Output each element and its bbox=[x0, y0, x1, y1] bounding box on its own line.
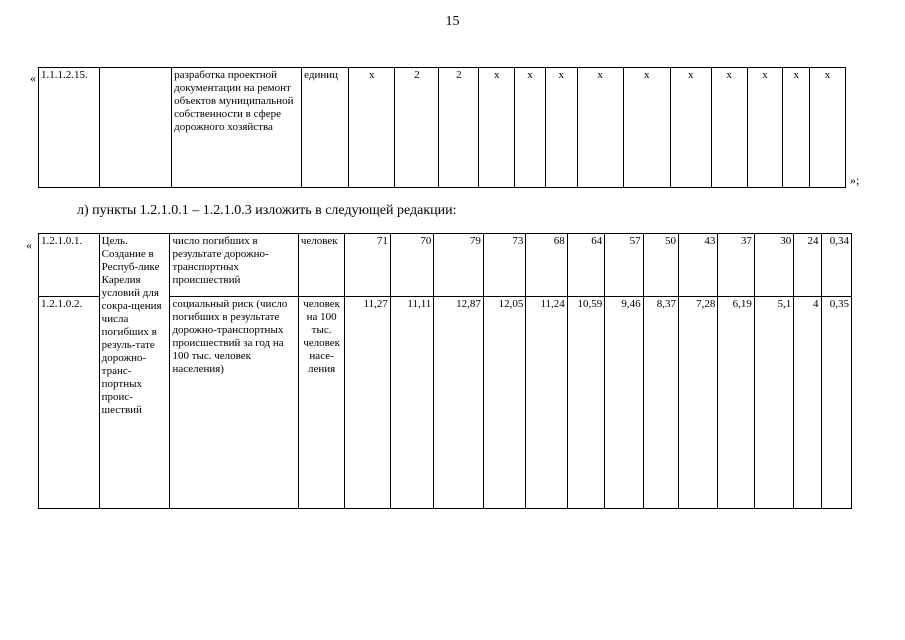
table-2 bbox=[38, 233, 852, 509]
value-cell: 4 bbox=[794, 297, 821, 509]
value-cell: 11,24 bbox=[526, 297, 567, 509]
value-cell: 12,05 bbox=[483, 297, 525, 509]
close-quote: »; bbox=[850, 173, 860, 187]
value-cell: х bbox=[670, 68, 711, 188]
value-cell: 5,1 bbox=[754, 297, 793, 509]
table-1 bbox=[38, 67, 846, 188]
value-cell: 70 bbox=[390, 234, 433, 297]
indicator-cell: разработка проектной документации на ремонт объектов муниципальной собственности в сфере дорожного хозяйства bbox=[172, 68, 302, 188]
value-cell: 2 bbox=[395, 68, 439, 188]
indicator-cell: социальный риск (число погибших в результате дорожно-транспортных происшествий за год на 100 тыс. человек населения) bbox=[170, 297, 298, 509]
value-cell: х bbox=[783, 68, 810, 188]
unit-cell: единиц bbox=[302, 68, 349, 188]
value-cell: 12,87 bbox=[434, 297, 484, 509]
value-cell: 64 bbox=[567, 234, 604, 297]
row-code: 1.2.1.0.1. bbox=[39, 234, 100, 297]
indicator-cell: число погибших в результате дорожно-транспортных происшествий bbox=[170, 234, 298, 297]
value-cell: 0,34 bbox=[821, 234, 851, 297]
value-cell: 11,11 bbox=[390, 297, 433, 509]
goal-cell: Цель. Создание в Респуб-лике Карелия условий для сокра-щения числа погибших в резуль-тате дорожно-транс-портных проис-шествий bbox=[99, 234, 170, 509]
value-cell: 71 bbox=[345, 234, 391, 297]
value-cell: 11,27 bbox=[345, 297, 391, 509]
row-code: 1.1.1.2.15. bbox=[39, 68, 100, 188]
intro-text: л) пункты 1.2.1.0.1 – 1.2.1.0.3 изложить в следующей редакции: bbox=[77, 203, 457, 218]
value-cell: 24 bbox=[794, 234, 821, 297]
value-cell: х bbox=[711, 68, 747, 188]
row-code: 1.2.1.0.2. bbox=[39, 297, 100, 509]
value-cell: х bbox=[623, 68, 670, 188]
value-cell: 50 bbox=[643, 234, 678, 297]
value-cell: 43 bbox=[679, 234, 718, 297]
unit-cell: человек bbox=[298, 234, 345, 297]
value-cell: х bbox=[515, 68, 546, 188]
open-quote: « bbox=[26, 238, 32, 252]
value-cell: 0,35 bbox=[821, 297, 851, 509]
value-cell: 79 bbox=[434, 234, 484, 297]
value-cell: х bbox=[577, 68, 623, 188]
value-cell: 68 bbox=[526, 234, 567, 297]
value-cell: х bbox=[349, 68, 395, 188]
value-cell: 10,59 bbox=[567, 297, 604, 509]
table-row bbox=[39, 234, 852, 297]
open-quote: « bbox=[30, 71, 36, 85]
value-cell: 2 bbox=[439, 68, 479, 188]
page-number: 15 bbox=[445, 14, 460, 29]
unit-cell: человек на 100 тыс. человек насе-ления bbox=[298, 297, 345, 509]
value-cell: 8,37 bbox=[643, 297, 678, 509]
value-cell: х bbox=[545, 68, 577, 188]
value-cell: 37 bbox=[718, 234, 754, 297]
value-cell: 9,46 bbox=[605, 297, 643, 509]
value-cell: 57 bbox=[605, 234, 643, 297]
value-cell: 6,19 bbox=[718, 297, 754, 509]
value-cell: 30 bbox=[754, 234, 793, 297]
value-cell: 7,28 bbox=[679, 297, 718, 509]
value-cell: 73 bbox=[483, 234, 525, 297]
value-cell: х bbox=[810, 68, 846, 188]
goal-cell bbox=[100, 68, 172, 188]
value-cell: х bbox=[479, 68, 515, 188]
value-cell: х bbox=[747, 68, 783, 188]
table-row bbox=[39, 68, 846, 188]
